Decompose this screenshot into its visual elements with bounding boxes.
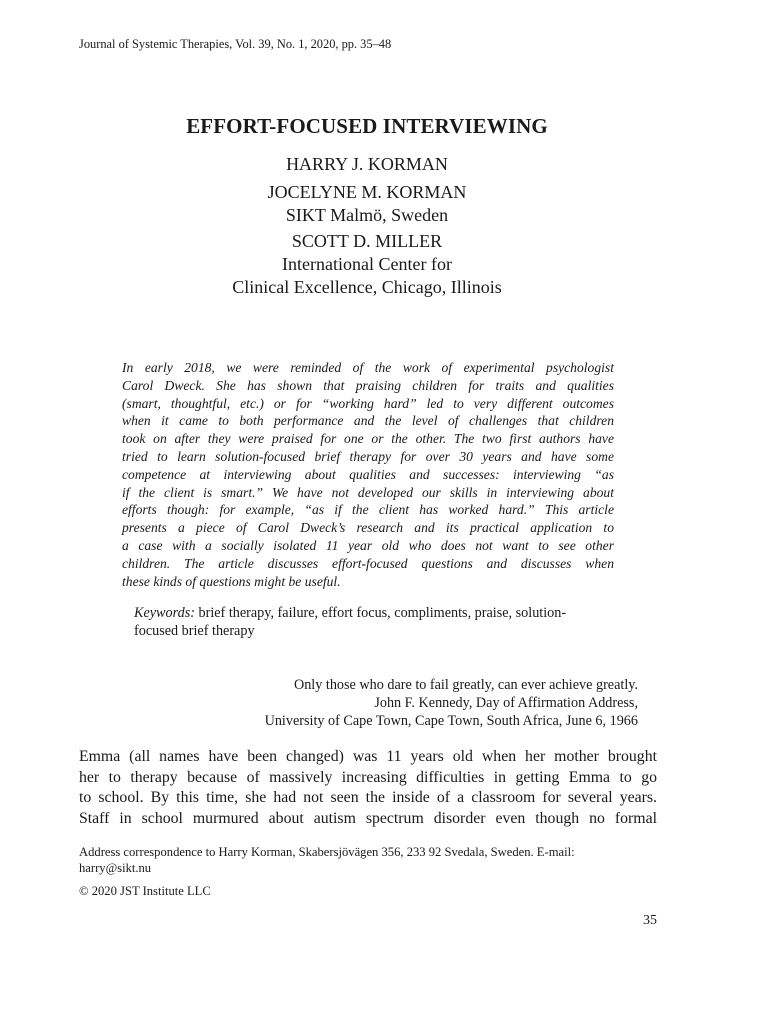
author-name: SCOTT D. MILLER [291,231,443,251]
abstract-line: if the client is smart.” We have not developed our skills in interviewing about [122,484,614,500]
keywords [134,604,610,640]
author-affiliation: Clinical Excellence, Chicago, Illinois [232,277,502,297]
page-number: 35 [643,913,657,928]
epigraph-quote: Only those who dare to fail greatly, can ever achieve greatly. [293,677,638,693]
body-line: her to therapy because of massively increasing difficulties in getting Emma to go [79,768,657,786]
journal-header: Journal of Systemic Therapies, Vol. 39, No. 1, 2020, pp. 35–48 [79,37,392,51]
abstract-line: tried to learn solution-focused brief therapy for over 30 years and have some [122,448,614,464]
keywords-text: focused brief therapy [134,623,255,639]
body-paragraph [79,747,657,829]
epigraph-attribution: University of Cape Town, Cape Town, South Africa, June 6, 1966 [264,713,638,729]
keywords-label: Keywords: [134,605,195,621]
body-line: to school. By this time, she had not seen the inside of a classroom for several years. [79,789,657,807]
footnote-line: Address correspondence to Harry Korman, Skabersjövägen 356, 233 92 Svedala, Sweden. E-mail: [79,845,575,859]
abstract [122,359,614,590]
abstract-line: Carol Dweck. She has shown that praising children for traits and qualities [122,377,614,393]
footnote-line: harry@sikt.nu [79,861,152,875]
author-name: HARRY J. KORMAN [286,154,448,174]
abstract-line: efforts though: for example, “as if the client has worked hard.” This article [122,502,614,518]
abstract-line: a case with a socially isolated 11 year old who does not want to see other [122,537,614,553]
abstract-line: these kinds of questions might be useful. [122,573,341,589]
keywords-text: brief therapy, failure, effort focus, compliments, praise, solution- [194,605,567,621]
author-name: JOCELYNE M. KORMAN [267,182,467,202]
abstract-line: competence at interviewing about qualities and successes: interviewing “as [122,466,614,482]
article-title: EFFORT-FOCUSED INTERVIEWING [186,114,548,138]
epigraph [180,676,638,730]
author-affiliation: International Center for [282,254,452,274]
body-line: Emma (all names have been changed) was 11 years old when her mother brought [79,748,657,765]
abstract-line: when it came to both performance and the level of challenges that children [122,413,614,429]
epigraph-attribution: John F. Kennedy, Day of Affirmation Address, [374,695,638,711]
correspondence-footnote [79,844,657,876]
copyright-notice: © 2020 JST Institute LLC [79,884,211,898]
author-affiliation: SIKT Malmö, Sweden [285,205,449,225]
abstract-line: children. The article discusses effort-focused questions and discusses when [122,555,614,571]
abstract-line: In early 2018, we were reminded of the work of experimental psychologist [122,360,614,375]
body-line: Staff in school murmured about autism spectrum disorder even though no formal [79,809,657,827]
abstract-line: (smart, thoughtful, etc.) or for “working hard” led to very different outcomes [122,395,614,411]
abstract-line: took on after they were praised for one or the other. The two first authors have [122,431,614,447]
abstract-line: presents a piece of Carol Dweck’s research and its practical application to [122,520,614,536]
